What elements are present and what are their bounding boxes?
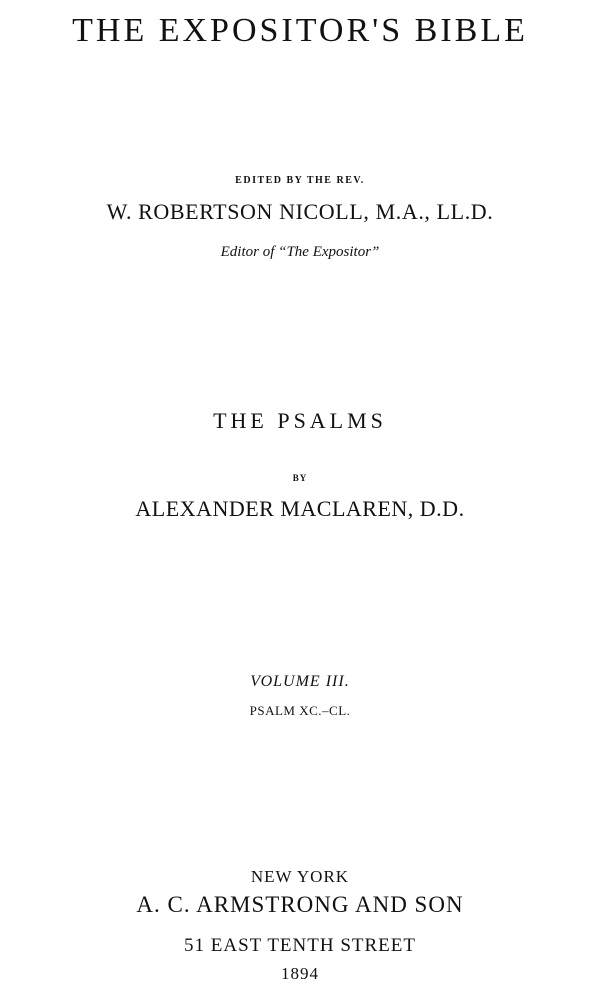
volume-number: VOLUME III. [250, 673, 350, 690]
publisher-city: NEW YORK [250, 867, 350, 886]
book-title: THE PSALMS [213, 408, 387, 433]
editor-role: Editor of “The Expositor” [220, 244, 380, 260]
publisher-name: A. C. ARMSTRONG AND SON [136, 892, 464, 917]
series-title: THE EXPOSITOR'S BIBLE [72, 12, 528, 49]
edited-by-label: EDITED BY THE REV. [235, 175, 365, 186]
by-label: BY [292, 473, 308, 483]
publication-year: 1894 [281, 964, 319, 983]
editor-name: W. ROBERTSON NICOLL, M.A., LL.D. [106, 199, 494, 224]
author-name: ALEXANDER MACLAREN, D.D. [135, 496, 465, 521]
psalm-range: PSALM XC.–CL. [249, 703, 351, 718]
publisher-address: 51 EAST TENTH STREET [184, 935, 416, 956]
